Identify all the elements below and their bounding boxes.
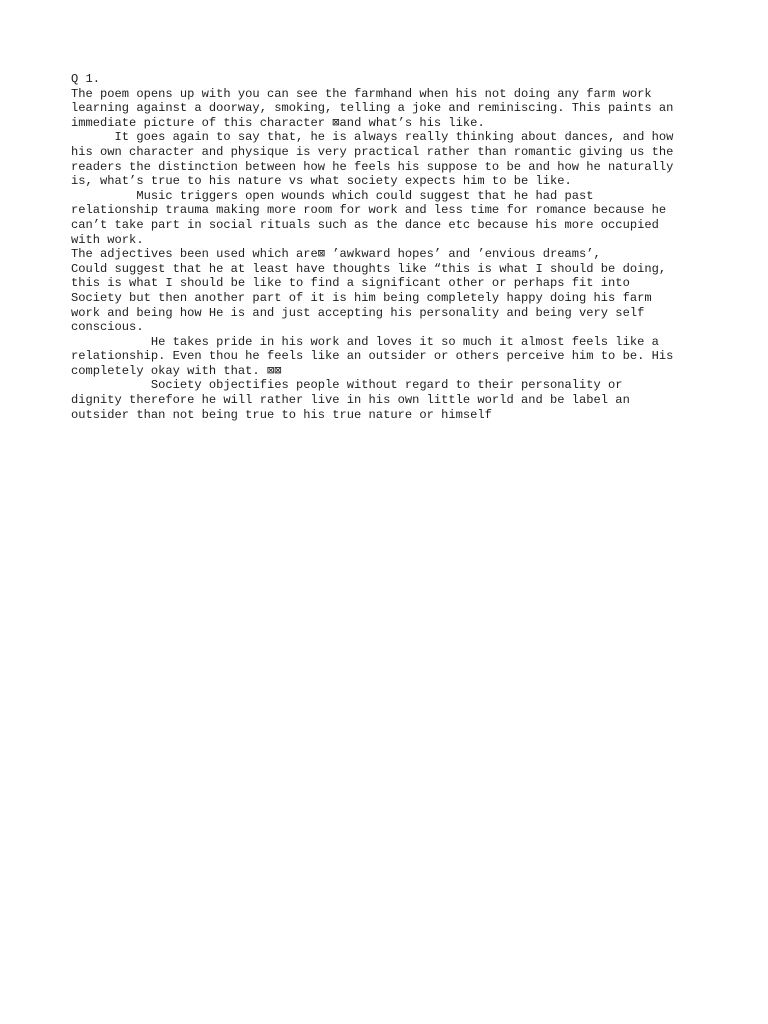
text-line: conscious. — [71, 320, 144, 335]
text-line: Could suggest that he at least have thoughts like “this is what I should be doing, — [71, 261, 667, 276]
text-line: relationship. Even thou he feels like an outsider or others perceive him to be. His — [71, 349, 674, 364]
text-line: Society but then another part of it is him being completely happy doing his farm — [71, 290, 652, 305]
text-line: He takes pride in his work and loves it so much it almost feels like a — [71, 334, 659, 349]
text-line: completely okay with that. ⊠⊠ — [71, 363, 282, 378]
text-line: his own character and physique is very practical rather than romantic giving us the — [71, 144, 674, 159]
text-line: outsider than not being true to his true nature or himself — [71, 407, 492, 422]
text-line: The poem opens up with you can see the farmhand when his not doing any farm work — [71, 86, 652, 101]
text-line: learning against a doorway, smoking, telling a joke and reminiscing. This paints an — [71, 101, 674, 116]
text-line: Music triggers open wounds which could suggest that he had past — [71, 188, 594, 203]
text-line: dignity therefore he will rather live in his own little world and be label an — [71, 393, 630, 408]
text-line: The adjectives been used which are⊠ ’awkward hopes’ and ’envious dreams’, — [71, 247, 601, 262]
text-line: with work. — [71, 232, 144, 247]
text-line: immediate picture of this character ⊠and what’s his like. — [71, 115, 485, 130]
text-line: readers the distinction between how he feels his suppose to be and how he naturally — [71, 159, 674, 174]
text-line: Q 1. — [71, 72, 101, 86]
text-line: relationship trauma making more room for work and less time for romance because he — [71, 203, 667, 218]
text-line: Society objectifies people without regard to their personality or — [71, 378, 623, 393]
text-line: It goes again to say that, he is always really thinking about dances, and how — [71, 130, 674, 145]
text-line: is, what’s true to his nature vs what society expects him to be like. — [71, 174, 572, 189]
text-line: this is what I should be like to find a significant other or perhaps fit into — [71, 276, 630, 291]
document-body — [71, 72, 711, 422]
text-line: can’t take part in social rituals such as the dance etc because his more occupied — [71, 217, 659, 232]
text-line: work and being how He is and just accepting his personality and being very self — [71, 305, 645, 320]
